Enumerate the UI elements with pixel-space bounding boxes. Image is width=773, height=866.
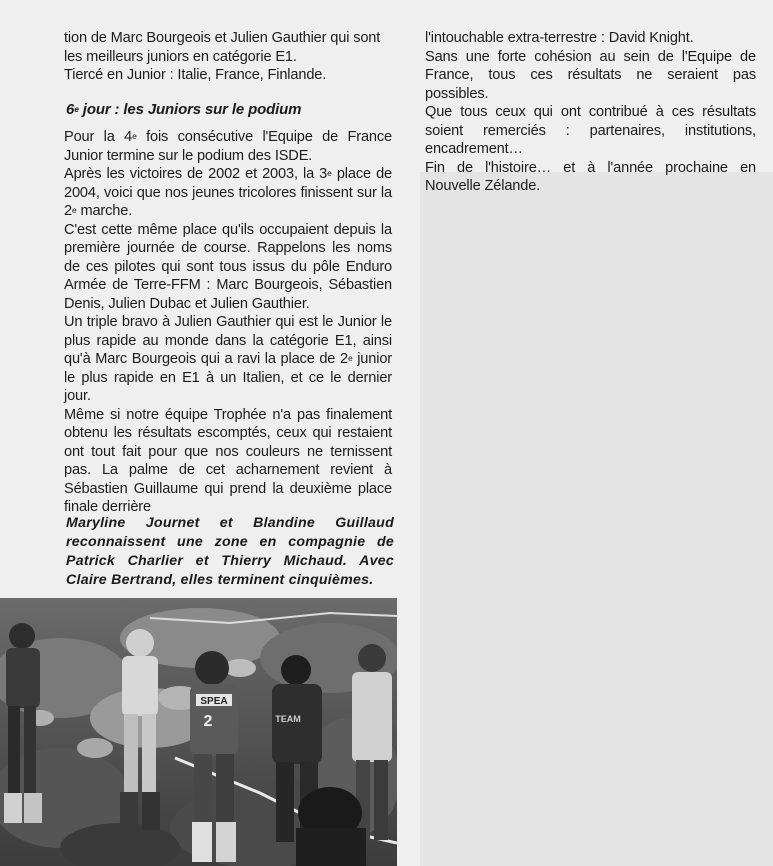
intro-line-1: tion de Marc Bourgeois et Julien Gauthier qui sont [64, 30, 381, 46]
p2-sup-1: e [327, 168, 332, 178]
right-paragraph-4: Fin de l'histoire… et à l'année prochaine en Nouvelle Zélande. [425, 159, 756, 194]
p1-sup: e [132, 131, 137, 141]
p4-text-b: junior le plus rapide en E1 à un Italien, et ce le dernier jour. [64, 351, 392, 404]
sponsor-label: SPEA [200, 696, 228, 707]
section-heading [66, 101, 392, 120]
heading-superscript: e [74, 103, 79, 114]
right-column [425, 29, 756, 196]
left-column [64, 29, 392, 517]
paragraph-1 [64, 128, 392, 165]
p2-text-b: place de 2004, voici que nos jeunes tricolores finissent sur la 2 [64, 166, 392, 219]
p2-text-a: Après les victoires de 2002 et 2003, la 3 [64, 166, 328, 182]
intro-line-3: Tiercé en Junior : Italie, France, Finlande. [64, 67, 327, 83]
paragraph-4 [64, 313, 392, 406]
intro-line-2: les meilleurs juniors en catégorie E1. [64, 48, 297, 65]
bib-number: 2 [203, 713, 213, 730]
p2-text-c: marche. [76, 203, 133, 219]
right-paragraph-3: Que tous ceux qui ont contribué à ces résultats soient remerciés : partenaires, institutions, encadrement… [425, 104, 756, 157]
p4-sup: e [347, 353, 353, 363]
right-paragraph-1: l'intouchable extra-terrestre : David Knight. [425, 30, 694, 46]
p1-text-b: fois consécutive l'Equipe de France Junior termine sur le podium des ISDE. [64, 129, 393, 164]
p2-sup-2: e [71, 205, 77, 215]
team-label: TEAM [275, 714, 301, 724]
heading-text: jour : les Juniors sur le podium [78, 100, 302, 118]
right-paragraph-2: Sans une forte cohésion au sein de l'Equipe de France, tous ces résultats ne seraient pas possibles. [425, 48, 756, 102]
paragraph-2 [64, 165, 392, 221]
p4-text-a: Un triple bravo à Julien Gauthier qui est le Junior le plus rapide au monde dans la catégorie E1, ainsi qu'à Marc Bourgeois qui a ravi la place de 2 [64, 314, 392, 367]
paragraph-5: Même si notre équipe Trophée n'a pas finalement obtenu les résultats escomptés, ceux qui restaient ont tout fait pour que nos couleurs ne ternissent pas. La palme de cet acharnement revient à Sébastien Guillaume qui prend la deuxième place finale derrière [64, 406, 392, 515]
photo-caption: Maryline Journet et Blandine Guillaud reconnaissent une zone en compagnie de Patrick Charlier et Thierry Michaud. Avec Claire Bertrand, elles terminent cinquièmes. [66, 515, 394, 588]
heading-number: 6 [66, 100, 75, 118]
p1-text-a: Pour la 4 [64, 129, 133, 145]
paragraph-3: C'est cette même place qu'ils occupaient depuis la première journée de course. Rappelons les noms de ces pilotes qui sont tous issus du pôle Enduro Armée de Terre-FFM : Marc Bourgeois, Sébastien Denis, Julien Dubac et Julien Gauthier. [64, 221, 392, 312]
riders-photo [0, 598, 397, 866]
